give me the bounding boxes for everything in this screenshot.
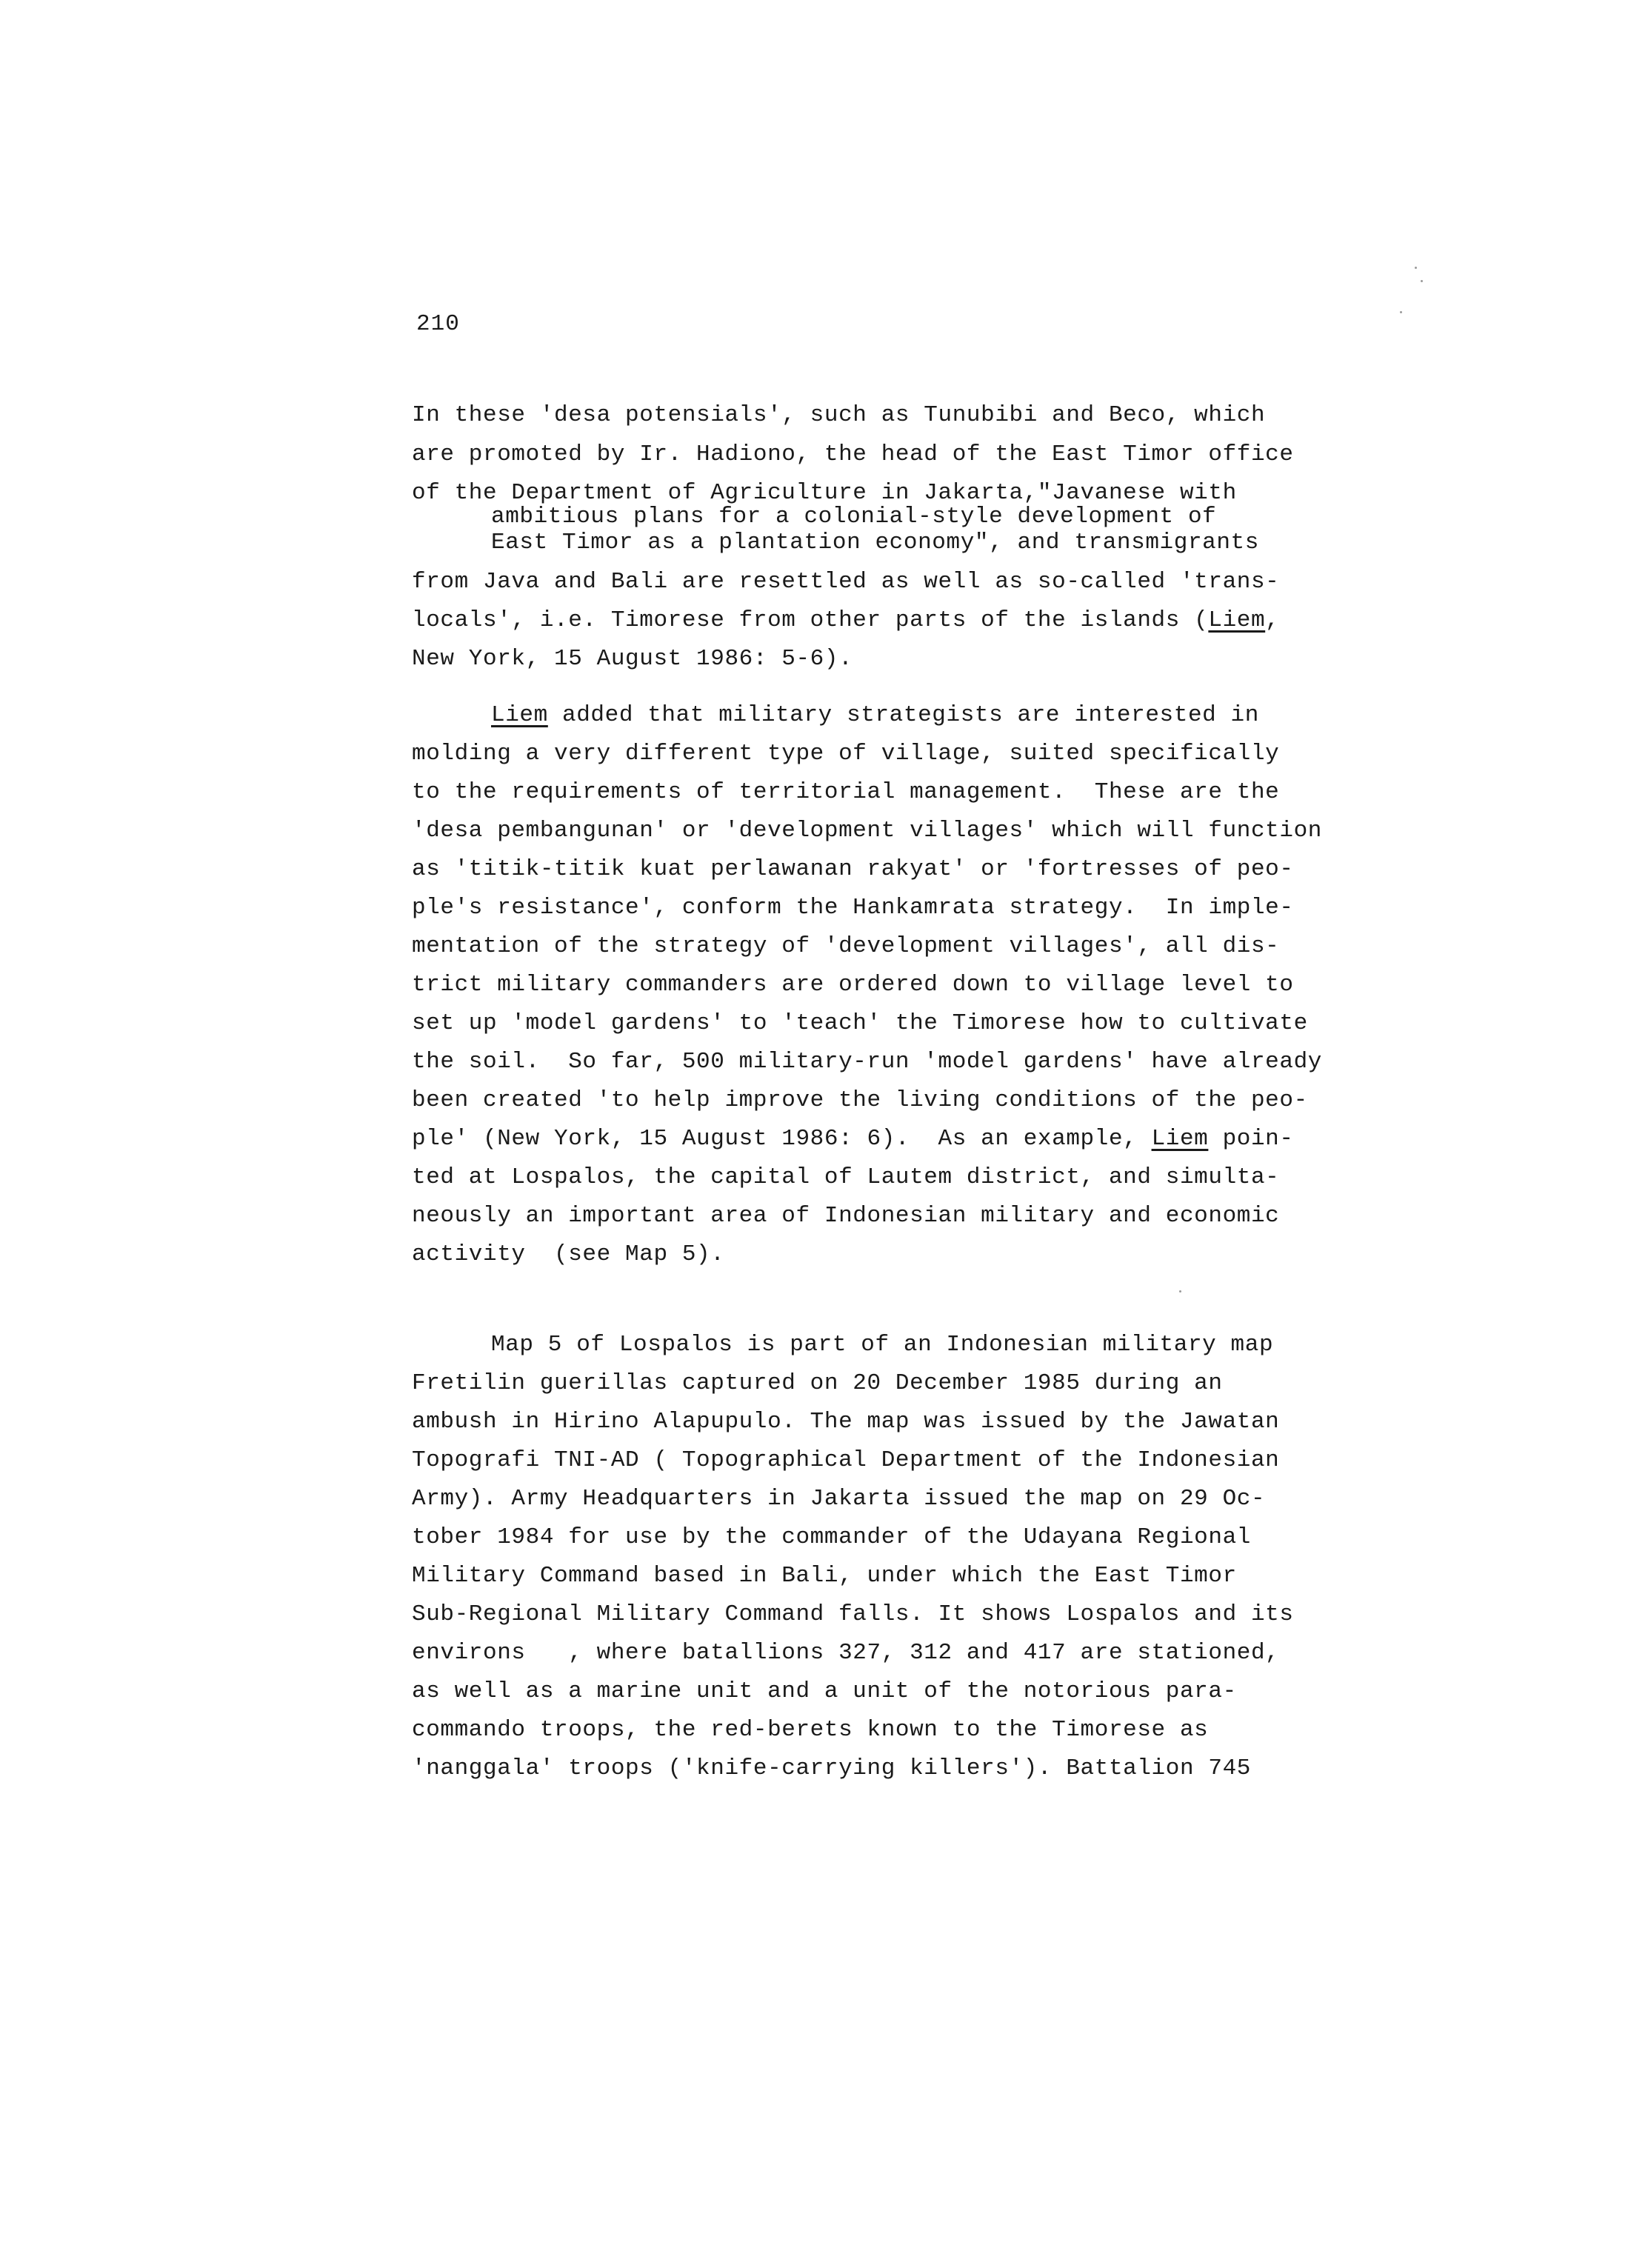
text-line: 'nanggala' troops ('knife-carrying killers'). Battalion 745 [412, 1755, 1251, 1781]
text-line: commando troops, the red-berets known to the Timorese as [412, 1717, 1209, 1743]
scan-speck [1400, 311, 1402, 313]
text-line: Military Command based in Bali, under which the East Timor [412, 1563, 1237, 1589]
text-line: activity (see Map 5). [412, 1241, 725, 1267]
text-line: been created 'to help improve the living conditions of the peo- [412, 1087, 1308, 1113]
text-line: as well as a marine unit and a unit of the notorious para- [412, 1678, 1237, 1704]
page-number: 210 [416, 311, 460, 337]
text-line: Army). Army Headquarters in Jakarta issued the map on 29 Oc- [412, 1486, 1266, 1512]
text-line: New York, 15 August 1986: 5-6). [412, 646, 853, 672]
text-line: ambitious plans for a colonial-style development of [491, 504, 1217, 530]
text-line: mentation of the strategy of 'development villages', all dis- [412, 933, 1280, 959]
text-line: 'desa pembangunan' or 'development villages' which will function [412, 818, 1322, 844]
scan-speck [1179, 1290, 1181, 1293]
text-line: are promoted by Ir. Hadiono, the head of the East Timor office [412, 441, 1294, 467]
text-line: ple's resistance', conform the Hankamrata strategy. In imple- [412, 895, 1294, 921]
text-span: locals', i.e. Timorese from other parts of the islands ( [412, 607, 1209, 633]
text-line: Topografi TNI-AD ( Topographical Department of the Indonesian [412, 1447, 1280, 1473]
text-line [491, 704, 1259, 727]
text-line: molding a very different type of village, suited specifically [412, 741, 1280, 767]
text-line: as 'titik-titik kuat perlawanan rakyat' or 'fortresses of peo- [412, 856, 1294, 882]
text-line: Sub-Regional Military Command falls. It shows Lospalos and its [412, 1601, 1294, 1627]
text-line: the soil. So far, 500 military-run 'model gardens' have already [412, 1049, 1322, 1075]
text-line [412, 1127, 1294, 1150]
text-line: trict military commanders are ordered down to village level to [412, 972, 1294, 998]
text-line [412, 609, 1279, 632]
text-line: East Timor as a plantation economy", and transmigrants [491, 530, 1259, 556]
text-line: Map 5 of Lospalos is part of an Indonesian military map [491, 1332, 1274, 1358]
text-line: Fretilin guerillas captured on 20 December 1985 during an [412, 1370, 1223, 1396]
scan-speck [1421, 280, 1423, 282]
author-name-liem: Liem [491, 702, 548, 728]
text-line: of the Department of Agriculture in Jakarta,"Javanese with [412, 480, 1237, 506]
text-line: from Java and Bali are resettled as well as so-called 'trans- [412, 569, 1280, 595]
text-line: In these 'desa potensials', such as Tunubibi and Beco, which [412, 402, 1266, 428]
author-name-liem: Liem [1208, 607, 1266, 633]
text-line: environs , where batallions 327, 312 and 417 are stationed, [412, 1640, 1280, 1666]
text-line: tober 1984 for use by the commander of the Udayana Regional [412, 1524, 1251, 1550]
text-span: ple' (New York, 15 August 1986: 6). As an example, [412, 1126, 1152, 1152]
text-span: , [1265, 607, 1280, 633]
text-line: set up 'model gardens' to 'teach' the Timorese how to cultivate [412, 1010, 1308, 1036]
scan-speck [1415, 267, 1417, 269]
text-span: added that military strategists are interested in [547, 702, 1259, 728]
text-line: neously an important area of Indonesian military and economic [412, 1203, 1280, 1229]
text-line: to the requirements of territorial management. These are the [412, 779, 1280, 805]
text-span: poin- [1208, 1126, 1294, 1152]
author-name-liem: Liem [1151, 1126, 1209, 1152]
text-line: ted at Lospalos, the capital of Lautem district, and simulta- [412, 1164, 1280, 1190]
text-line: ambush in Hirino Alapupulo. The map was issued by the Jawatan [412, 1409, 1280, 1435]
